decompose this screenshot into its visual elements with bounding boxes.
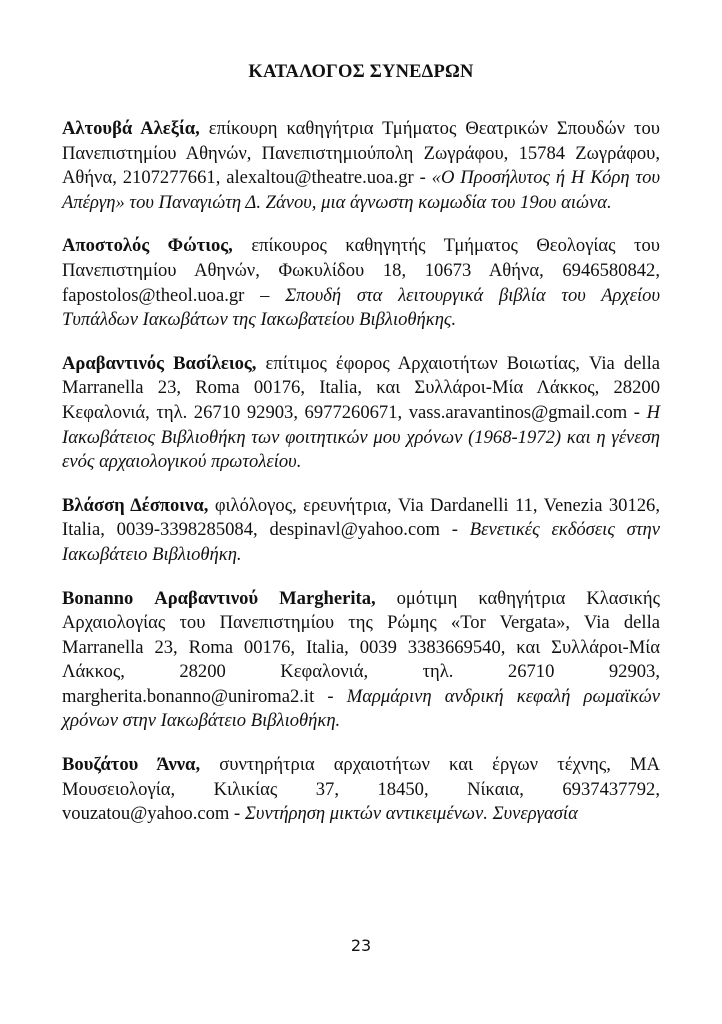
participant-details: επίκουρη καθηγήτρια Τμήματος Θεατρικών Σπουδών του Πανεπιστημίου Αθηνών, Πανεπιστημιούπολη Ζωγράφου, 15784 Ζωγράφου, Αθήνα, 2107277661, alexaltou@theatre.uoa.gr - [62, 118, 660, 189]
participant-name: Αλτουβά Αλεξία, [62, 118, 200, 139]
paper-title: «Ο Προσήλυτος ή Η Κόρη του Απέργη» του Παναγιώτη Δ. Ζάνου, μια άγνωστη κωμωδία του 19ου αιώνα. [62, 167, 660, 213]
page-number: 23 [350, 936, 372, 955]
participant-name: Αποστολός Φώτιος, [62, 235, 233, 257]
participant-details: ομότιμη καθηγήτρια Κλασικής Αρχαιολογίας του Πανεπιστημίου της Ρώμης «Tor Vergata», Via della Marranella 23, Roma 00176, Italia, 0039 3383669540, και Συλλάροι-Μία Λάκκος, 28200 Κεφαλονιά, τηλ. 26710 92903, margherita.bonanno@uniroma2.it - [62, 587, 660, 707]
participant-name: Βουζάτου Άννα, [62, 754, 201, 776]
participant-name: Αραβαντινός Βασίλειος, [62, 352, 257, 374]
page-heading: ΚΑΤΑΛΟΓΟΣ ΣΥΝΕΔΡΩΝ [248, 62, 474, 82]
participant-name: Βλάσση Δέσποινα, [62, 494, 209, 516]
participant-entry [62, 753, 660, 827]
participant-details: επίτιμος έφορος Αρχαιοτήτων Βοιωτίας, Via della Marranella 23, Roma 00176, Italia, και Συλλάροι-Μία Λάκκος, 28200 Κεφαλονιά, τηλ. 26710 92903, 6977260671, vass.aravantinos@gmail.com - [62, 352, 660, 423]
paper-title: Σπουδή στα λειτουργικά βιβλία του Αρχείου Τυπάλδων Ιακωβάτων της Ιακωβατείου Βιβλιοθήκης. [62, 284, 660, 331]
participant-details: επίκουρος καθηγητής Τμήματος Θεολογίας του Πανεπιστημίου Αθηνών, Φωκυλίδου 18, 10673 Αθήνα, 6946580842, fapostolos@theol.uoa.gr – [62, 235, 660, 306]
paper-title: Συντήρηση μικτών αντικειμένων. Συνεργασία [244, 803, 578, 825]
participant-name: Bonanno Αραβαντινού Margherita, [62, 587, 376, 609]
paper-title: Η Ιακωβάτειος Βιβλιοθήκη των φοιτητικών μου χρόνων (1968-1972) και η γένεση ενός αρχαιολογικού πρωτολείου. [62, 401, 660, 473]
participant-details: συντηρήτρια αρχαιοτήτων και έργων τέχνης, MA Μουσειολογία, Κιλικίας 37, 18450, Νίκαια, 6937437792, vouzatou@yahoo.com - [62, 754, 660, 825]
paper-title: Μαρμάρινη ανδρική κεφαλή ρωμαϊκών χρόνων στην Ιακωβάτειο Βιβλιοθήκη. [62, 685, 660, 732]
participant-details: φιλόλογος, ερευνήτρια, Via Dardanelli 11, Venezia 30126, Italia, 0039-3398285084, despinavl@yahoo.com - [62, 494, 661, 541]
participant-entry [62, 587, 660, 735]
participant-entry [62, 234, 660, 332]
participants-list [62, 117, 660, 846]
participant-entry [62, 352, 660, 475]
participant-entry [62, 117, 660, 215]
participant-entry [62, 494, 660, 568]
paper-title: Βενετικές εκδόσεις στην Ιακωβάτειο Βιβλιοθήκη. [62, 519, 660, 565]
